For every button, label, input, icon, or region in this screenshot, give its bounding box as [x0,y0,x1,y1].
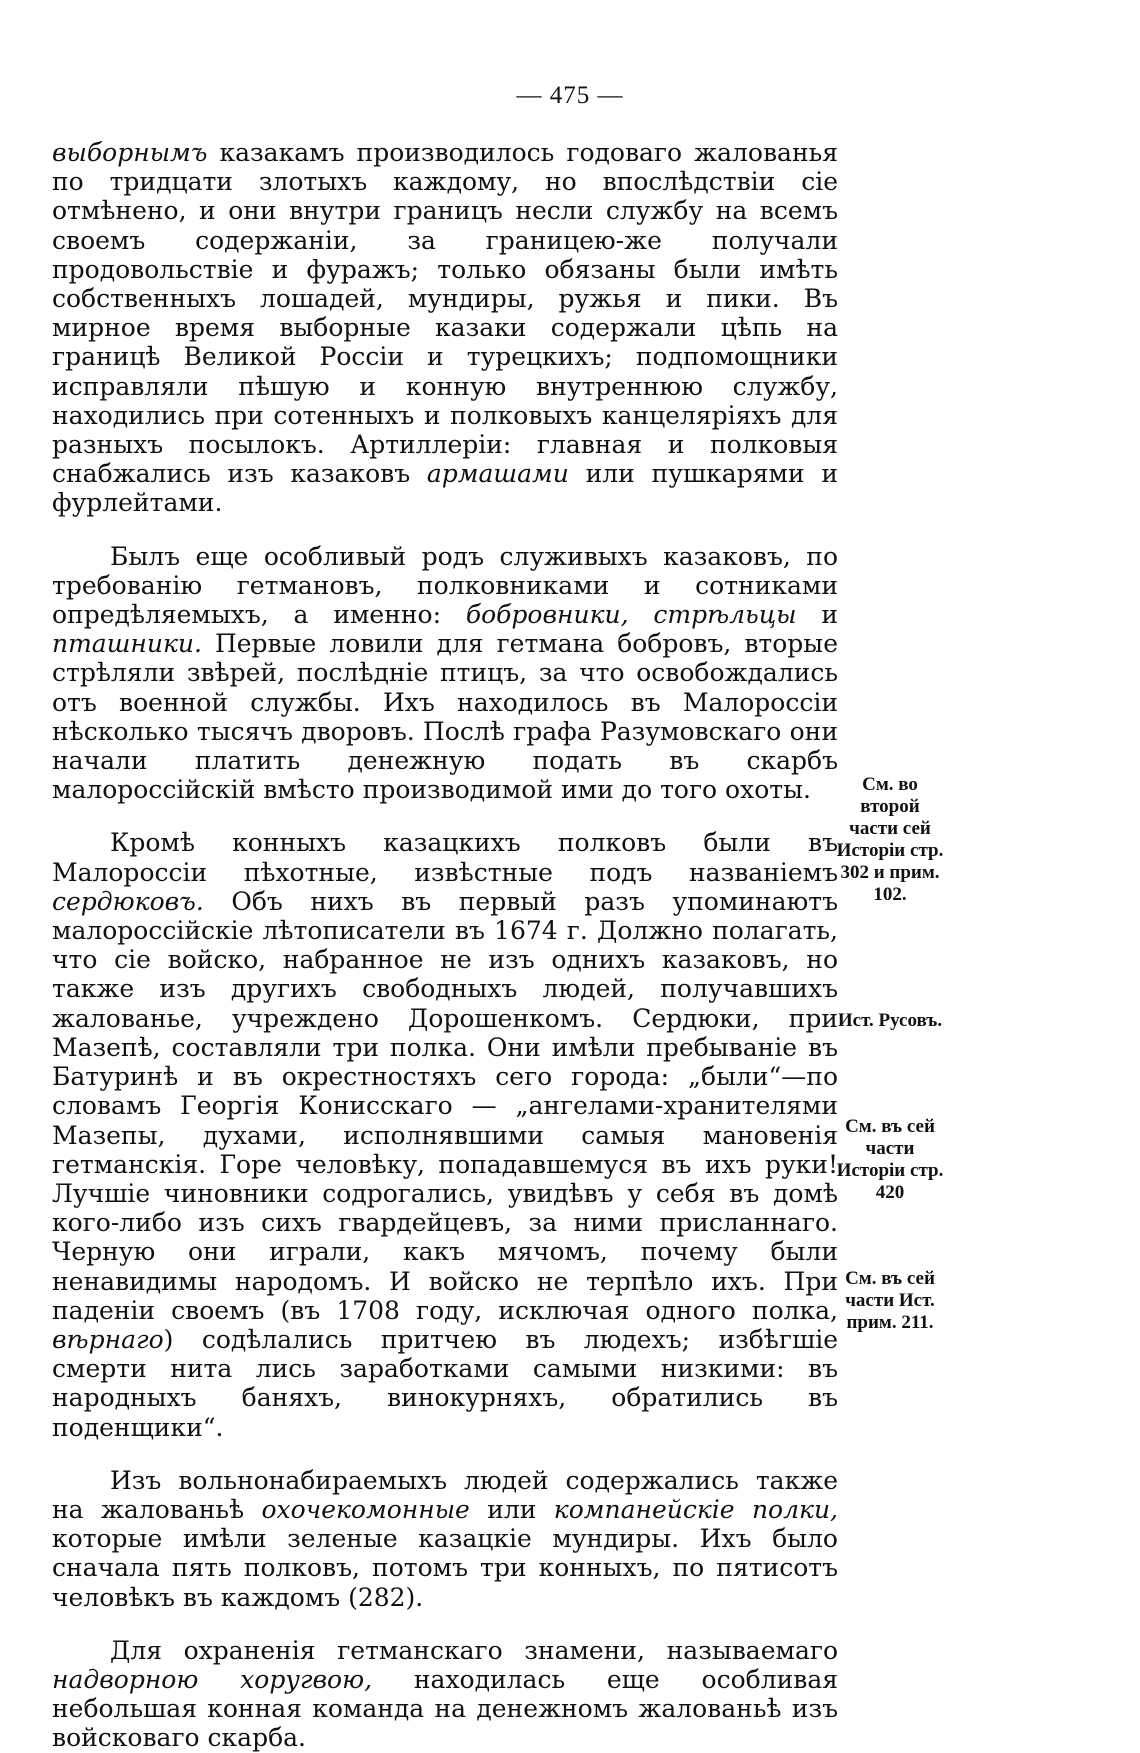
italic-term: выборнымъ [52,138,208,167]
italic-term: сердюковъ. [52,886,204,916]
text-run: казакамъ производилось годоваго жалованья по тридцати злотыхъ каждому, но впослѣдствiи сiе отмѣнено, и они внутри границъ несли службу на всемъ своемъ содержанiи, за границею-же получали продовольствiе и фуражъ; только обязаны были имѣть собственныхъ лошадей, мундиры, ружья и пики. Въ мирное время выборные казаки содержали цѣпь на границѣ Великой Россiи и турецкихъ; подпомощники исправляли пѣшую и конную внутреннюю службу, находились при сотенныхъ и полковыхъ канцелярiяхъ для разныхъ посылокъ. Артиллерiи: главная и полковыя снабжались изъ казаковъ [52,138,838,489]
margin-note-2: Ист. Русовъ. [837,1010,943,1031]
text-run: Для охраненiя гетманскаго знамени, называемаго [110,1635,838,1665]
text-run: находилась еще особливая небольшая конная команда на денежномъ жалованьѣ изъ войсковаго скарба. [52,1664,839,1753]
paragraph-5 [52,1636,838,1753]
text-run: Объ нихъ въ первый разъ упоминаютъ малороссiйскiе лѣтописатели въ 1674 г. Должно полагать, что сiе войско, набранное не изъ однихъ казаковъ, но также изъ другихъ свободныхъ людей, получавшихъ жалованье, учреждено Дорошенкомъ. Сердюки, при Мазепѣ, составляли три полка. Они имѣли пребыванiе въ Батуринѣ и въ окрестностяхъ сего города: „были“—по словамъ Георгiя Конисскаго — „ангелами-хранителями Мазепы, духами, исполнявшими самыя мановенiя гетманскiя. Горе человѣку, попадавшемуся въ ихъ руки! Лучшiе чиновники содрогались, увидѣвъ у себя въ домѣ кого-либо изъ сихъ гвардейцевъ, за ними присланнаго. Черную они играли, какъ мячомъ, почему были ненавидимы народомъ. И войско не терпѣло ихъ. При паденiи своемъ (въ 1708 году, исключая одного полка, [52,886,838,1325]
italic-term: надворною хоругвою, [52,1664,373,1694]
italic-term: охочекомонные [261,1494,470,1524]
italic-term: пташники. [52,629,202,659]
text-run: и [796,600,839,630]
paragraph-1 [52,138,838,518]
text-run: которые имѣли зеленые казацкiе мундиры. Ихъ было сначала пять полковъ, потомъ три конныхъ, по пятисотъ человѣкъ въ каждомъ (282). [52,1524,838,1612]
paragraph-2 [52,542,838,805]
margin-note-4: См. въ сей части Ист. прим. 211. [845,1268,935,1333]
italic-term: компанейскiе полки, [553,1494,839,1524]
paragraph-4 [52,1466,838,1612]
text-run: Первые ловили для гетмана бобровъ, вторые стрѣляли звѣрей, послѣднiе птицъ, за что освобождались отъ военной службы. Ихъ находилось въ Малороссiи нѣсколько тысячъ дворовъ. Послѣ графа Разумовскаго они начали платить денежную подать въ скарбъ малороссiйскiй вмѣсто производимой ими до того охоты. [52,629,838,805]
text-run: Изъ вольнонабираемыхъ людей содержались также на жалованьѣ [52,1465,838,1524]
text-run: или пушкарями и фурлейтами. [52,459,838,518]
italic-term: вѣрнаго [52,1324,164,1354]
main-text [52,138,838,1753]
text-run: Кромѣ конныхъ казацкихъ полковъ были въ Малороссiи пѣхотные, извѣстные подъ названiемъ [52,828,838,887]
italic-term: армашами [426,459,569,489]
margin-note-1: См. во второй части сей Исторiи стр. 302 и прим. 102. [836,774,944,905]
italic-term: бобровники, стрѣльцы [465,600,797,630]
paragraph-3 [52,828,838,1441]
text-run: Былъ еще особливый родъ служивыхъ казаковъ, по требованiю гетмановъ, полковниками и сотниками опредѣляемыхъ, а именно: [52,541,838,630]
text-run: ) содѣлались притчею въ людехъ; избѣгшiе смерти нита лись заработками самыми низкими: въ народныхъ баняхъ, винокурняхъ, обратились въ поденщики“. [52,1324,838,1442]
page-number: — 475 — [516,82,624,109]
margin-note-3: См. въ сей части Исторiи стр. 420 [836,1116,944,1203]
text-run: или [469,1494,554,1524]
